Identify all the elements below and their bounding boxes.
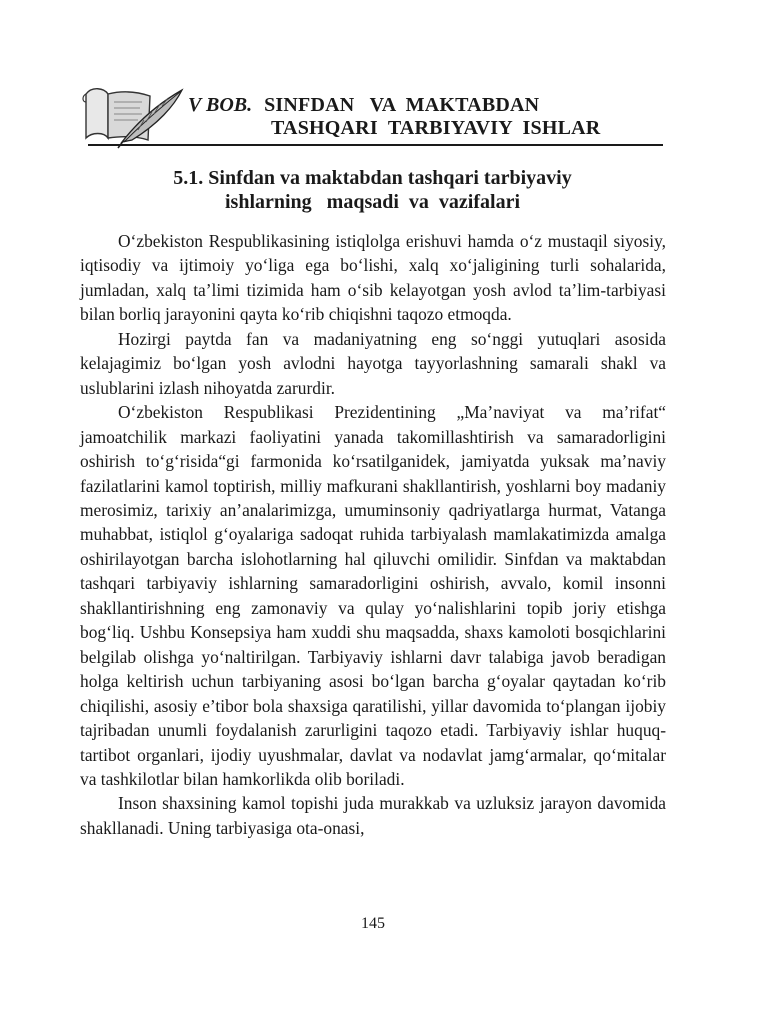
chapter-divider (88, 144, 663, 146)
body-text (80, 229, 666, 840)
scroll-quill-icon (78, 80, 188, 150)
chapter-title-line1 (188, 94, 668, 117)
paragraph: O‘zbekiston Respublikasi Prezidentining „Ma’naviyat va ma’rifat“ jamoatchilik markazi faoliyatini yanada takomillashtirish va samaradorligini oshirish to‘g‘risida“gi farmonida ko‘rsatilganidek, jamiyatda yuksak ma’naviy fazilatlarini kamol toptirish, milliy mafkurani shakllantirish, yoshlarni boy madaniy merosimiz, tarixiy an’analarimizga, umuminsoniy qadriyatlarga hurmat, Vatanga muhabbat, istiqlol g‘oyalariga sadoqat ruhida tarbiyalash mamlakatimizda amalga oshirilayotgan barcha islohotlarning hal qiluvchi omilidir. Sinfdan va maktabdan tashqari tarbiyaviy ishlarning samaradorligini oshirish, avvalo, komil insonni shakllantirishning eng zamonaviy va qulay yo‘nalishlarini topib joriy etishga bog‘liq. Ushbu Konsepsiya ham xuddi shu maqsadda, shaxs kamoloti bosqichlarini belgilab olishga yo‘naltirilgan. Tarbiyaviy ishlarni davr talabiga javob beradigan holga keltirish uchun tarbiyaning asosi bo‘lgan barcha g‘oyalar qaytadan ko‘rib chiqilishi, asosiy e’tibor bola shaxsiga qaratilishi, yillar davomida to‘plangan ijobiy tajribadan unumli foydalanish zarurligini taqozo etadi. Tarbiyaviy ishlar huquq-tartibot organlari, ijodiy uyushmalar, davlat va nodavlat jamg‘armalar, qo‘mitalar va tashkilotlar bilan hamkorlikda olib boriladi. (80, 402, 666, 789)
chapter-name-part1: SINFDAN VA MAKTABDAN (264, 94, 540, 116)
paragraph: Hozirgi paytda fan va madaniyatning eng so‘nggi yutuqlari asosida kelajagimiz bo‘lgan yosh avlodni hayotga tayyorlashning samarali shakl va uslublarini izlash nihoyatda zarurdir. (80, 328, 666, 398)
section-title-line1: 5.1. Sinfdan va maktabdan tashqari tarbiyaviy (173, 167, 572, 189)
section-title-line2: ishlarning maqsadi va vazifalari (224, 191, 521, 213)
paragraph: Inson shaxsining kamol topishi juda murakkab va uzluksiz jarayon davomida shakllanadi. Uning tarbiyasiga ota-onasi, (80, 793, 666, 838)
chapter-label: V BOB. (188, 94, 253, 116)
section-title (80, 166, 665, 214)
chapter-name-part2: TASHQARI TARBIYAVIY ISHLAR (271, 117, 601, 139)
page-number: 145 (361, 915, 385, 932)
chapter-title (188, 94, 668, 140)
paragraph: O‘zbekiston Respublikasining istiqlolga erishuvi hamda o‘z mustaqil siyosiy, iqtisodiy va ijtimoiy yo‘liga ega bo‘lishi, xalq xo‘jaligining turli sohalarida, jumladan, xalq ta’limi tizimida ham o‘sib kelayotgan yosh avlod ta’lim-tarbiyasi bilan borliq jarayonini qayta ko‘rib chiqishni taqozo etmoqda. (80, 231, 666, 325)
